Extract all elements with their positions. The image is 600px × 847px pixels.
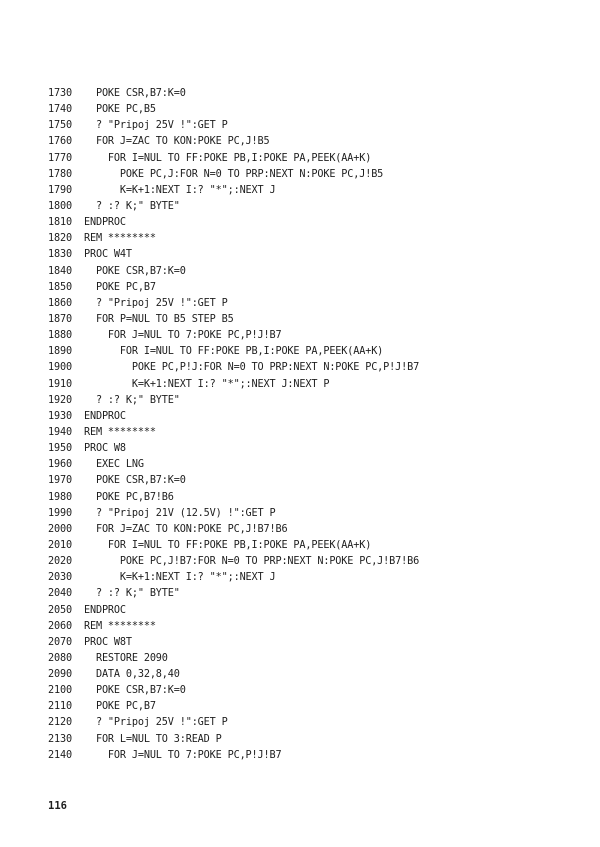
code-text: ENDPROC — [84, 410, 126, 422]
code-line — [48, 506, 588, 522]
line-number: 1740 — [48, 104, 72, 116]
line-number: 2070 — [48, 636, 72, 648]
code-line — [48, 134, 588, 150]
code-text: ? :? K;" BYTE" — [84, 200, 180, 212]
code-text: FOR L=NUL TO 3:READ P — [84, 733, 222, 745]
line-number: 2000 — [48, 523, 72, 535]
line-number: 1990 — [48, 507, 72, 519]
code-line — [48, 167, 588, 183]
code-line — [48, 683, 588, 699]
line-number: 1770 — [48, 152, 72, 164]
code-text: POKE PC,B7 — [84, 281, 156, 293]
code-line — [48, 522, 588, 538]
code-text: ? "Pripoj 25V !":GET P — [84, 717, 228, 729]
code-line — [48, 151, 588, 167]
line-number: 1910 — [48, 378, 72, 390]
code-text: ENDPROC — [84, 604, 126, 616]
code-line — [48, 328, 588, 344]
code-text: PROC W4T — [84, 249, 132, 261]
code-text: POKE PC,B7 — [84, 701, 156, 713]
line-number: 1980 — [48, 491, 72, 503]
code-text: FOR J=NUL TO 7:POKE PC,P!J!B7 — [84, 749, 282, 761]
line-number: 2130 — [48, 733, 72, 745]
line-number: 2110 — [48, 701, 72, 713]
code-line — [48, 280, 588, 296]
line-number: 1870 — [48, 313, 72, 325]
line-number: 1950 — [48, 443, 72, 455]
line-number: 2020 — [48, 556, 72, 568]
code-line — [48, 231, 588, 247]
code-text: REM ******** — [84, 233, 156, 245]
basic-program-listing — [48, 86, 588, 764]
line-number: 1920 — [48, 394, 72, 406]
line-number: 2050 — [48, 604, 72, 616]
line-number: 1830 — [48, 249, 72, 261]
code-text: K=K+1:NEXT I:? "*";:NEXT J:NEXT P — [84, 378, 330, 390]
line-number: 1930 — [48, 410, 72, 422]
code-line — [48, 409, 588, 425]
line-number: 1730 — [48, 88, 72, 99]
line-number: 2040 — [48, 588, 72, 600]
line-number: 2010 — [48, 539, 72, 551]
line-number: 1940 — [48, 426, 72, 438]
line-number: 1820 — [48, 233, 72, 245]
line-number: 2060 — [48, 620, 72, 632]
code-text: EXEC LNG — [84, 459, 144, 471]
code-line — [48, 360, 588, 376]
line-number: 2080 — [48, 652, 72, 664]
code-text: REM ******** — [84, 620, 156, 632]
line-number: 1890 — [48, 346, 72, 358]
code-text: K=K+1:NEXT I:? "*";:NEXT J — [84, 184, 276, 196]
line-number: 1780 — [48, 168, 72, 180]
code-text: ? "Pripoj 21V (12.5V) !":GET P — [84, 507, 276, 519]
line-number: 1750 — [48, 120, 72, 132]
code-line — [48, 570, 588, 586]
code-line — [48, 425, 588, 441]
code-text: DATA 0,32,8,40 — [84, 669, 180, 681]
code-text: POKE PC,B7!B6 — [84, 491, 174, 503]
line-number: 2100 — [48, 685, 72, 697]
code-text: ? "Pripoj 25V !":GET P — [84, 120, 228, 132]
code-line — [48, 715, 588, 731]
line-number: 1860 — [48, 297, 72, 309]
code-line — [48, 86, 588, 102]
line-number: 2090 — [48, 669, 72, 681]
code-text: POKE CSR,B7:K=0 — [84, 475, 186, 487]
code-text: FOR I=NUL TO FF:POKE PB,I:POKE PA,PEEK(AA+K) — [84, 152, 372, 164]
code-line — [48, 748, 588, 764]
code-line — [48, 377, 588, 393]
line-number: 1800 — [48, 200, 72, 212]
line-number: 1760 — [48, 136, 72, 148]
code-line — [48, 473, 588, 489]
page-number: 116 — [48, 800, 67, 812]
code-line — [48, 296, 588, 312]
code-text: PROC W8T — [84, 636, 132, 648]
code-text: PROC W8 — [84, 443, 126, 455]
code-text: ENDPROC — [84, 217, 126, 229]
line-number: 2140 — [48, 749, 72, 761]
code-text: ? "Pripoj 25V !":GET P — [84, 297, 228, 309]
code-text: RESTORE 2090 — [84, 652, 168, 664]
code-text: K=K+1:NEXT I:? "*";:NEXT J — [84, 572, 276, 584]
line-number: 1960 — [48, 459, 72, 471]
code-line — [48, 554, 588, 570]
code-text: FOR J=ZAC TO KON:POKE PC,J!B5 — [84, 136, 270, 148]
line-number: 2030 — [48, 572, 72, 584]
code-text: POKE PC,P!J:FOR N=0 TO PRP:NEXT N:POKE PC,P!J!B7 — [84, 362, 420, 374]
code-line — [48, 199, 588, 215]
code-text: FOR P=NUL TO B5 STEP B5 — [84, 313, 234, 325]
code-text: POKE PC,B5 — [84, 104, 156, 116]
line-number: 1850 — [48, 281, 72, 293]
line-number: 1810 — [48, 217, 72, 229]
code-text: POKE PC,J!B7:FOR N=0 TO PRP:NEXT N:POKE PC,J!B7!B6 — [84, 556, 420, 568]
code-line — [48, 586, 588, 602]
code-text: ? :? K;" BYTE" — [84, 394, 180, 406]
code-line — [48, 490, 588, 506]
code-text: POKE CSR,B7:K=0 — [84, 685, 186, 697]
code-line — [48, 118, 588, 134]
code-text: REM ******** — [84, 426, 156, 438]
line-number: 1900 — [48, 362, 72, 374]
code-line — [48, 393, 588, 409]
code-line — [48, 264, 588, 280]
line-number: 1840 — [48, 265, 72, 277]
line-number: 1790 — [48, 184, 72, 196]
code-text: FOR I=NUL TO FF:POKE PB,I:POKE PA,PEEK(AA+K) — [84, 346, 384, 358]
code-line — [48, 732, 588, 748]
code-line — [48, 667, 588, 683]
code-line — [48, 699, 588, 715]
code-line — [48, 619, 588, 635]
code-line — [48, 457, 588, 473]
code-line — [48, 247, 588, 263]
code-text: POKE CSR,B7:K=0 — [84, 265, 186, 277]
code-text: FOR J=NUL TO 7:POKE PC,P!J!B7 — [84, 330, 282, 342]
code-text: POKE CSR,B7:K=0 — [84, 88, 186, 99]
code-line — [48, 312, 588, 328]
code-text: ? :? K;" BYTE" — [84, 588, 180, 600]
line-number: 2120 — [48, 717, 72, 729]
line-number: 1970 — [48, 475, 72, 487]
code-text: POKE PC,J:FOR N=0 TO PRP:NEXT N:POKE PC,J!B5 — [84, 168, 384, 180]
code-line — [48, 183, 588, 199]
code-line — [48, 651, 588, 667]
code-line — [48, 538, 588, 554]
code-text: FOR I=NUL TO FF:POKE PB,I:POKE PA,PEEK(AA+K) — [84, 539, 372, 551]
code-line — [48, 635, 588, 651]
line-number: 1880 — [48, 330, 72, 342]
code-line — [48, 441, 588, 457]
code-line — [48, 603, 588, 619]
code-line — [48, 344, 588, 360]
code-line — [48, 102, 588, 118]
code-text: FOR J=ZAC TO KON:POKE PC,J!B7!B6 — [84, 523, 288, 535]
code-line — [48, 215, 588, 231]
